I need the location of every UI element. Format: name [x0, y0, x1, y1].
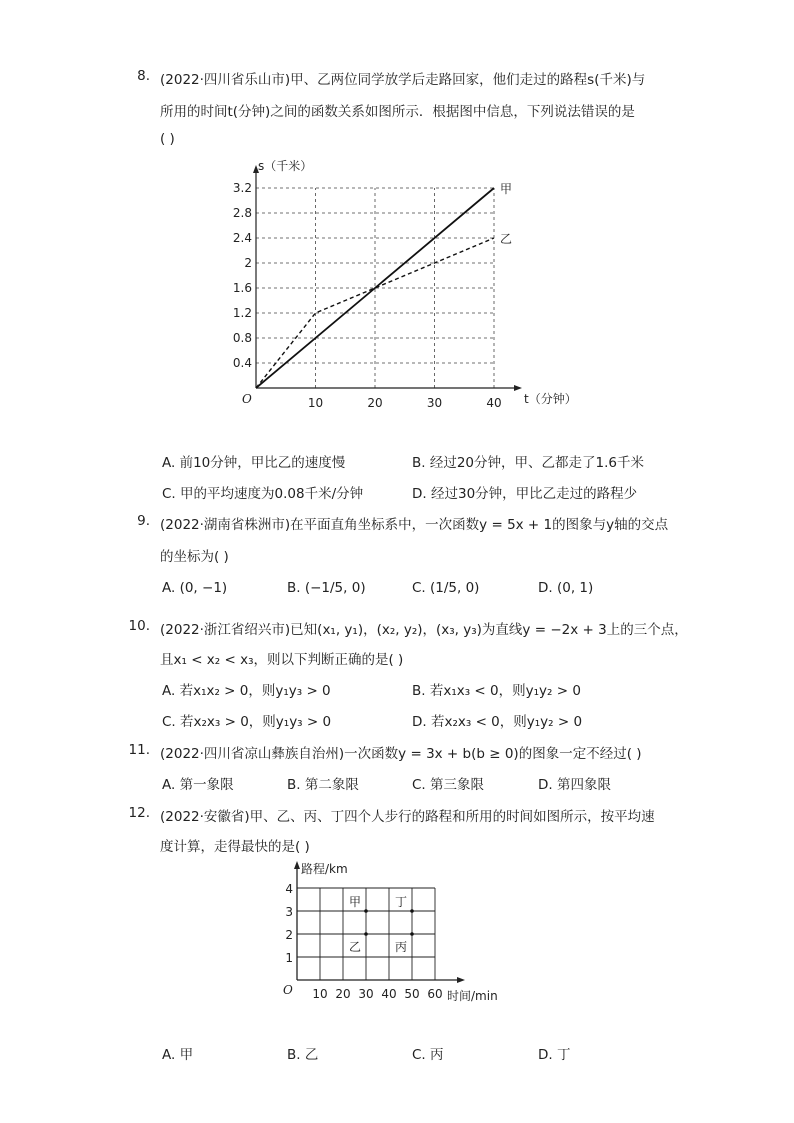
question-9-line2: 的坐标为( ) [160, 549, 229, 565]
x-tick-label-1: 20 [367, 396, 383, 410]
point-label-3: 丙 [394, 940, 408, 954]
series-label-1: 乙 [500, 232, 513, 246]
question-9-option-d[interactable]: D. (0, 1) [538, 580, 594, 596]
question-10-option-b[interactable]: B. 若x₁x₃ < 0，则y₁y₂ > 0 [412, 683, 581, 699]
question-11-line1: (2022·四川省凉山彝族自治州)一次函数y = 3x + b(b ≥ 0)的图象一定不经过( ) [160, 746, 642, 762]
y-tick-label-6: 2.8 [232, 206, 252, 220]
question-10-line2: 且x₁ < x₂ < x₃，则以下判断正确的是( ) [160, 652, 404, 668]
question-10-option-c[interactable]: C. 若x₂x₃ > 0，则y₁y₃ > 0 [162, 714, 332, 730]
question-10-option-d[interactable]: D. 若x₂x₃ < 0，则y₁y₂ > 0 [412, 714, 583, 730]
question-8-number: 8. [137, 68, 150, 84]
y-tick-label-7: 3.2 [232, 181, 252, 195]
x-axis-label: t（分钟） [524, 392, 577, 406]
question-11-option-d[interactable]: D. 第四象限 [538, 777, 611, 793]
x-tick-label-2: 30 [426, 396, 443, 410]
question-9-line1: (2022·湖南省株洲市)在平面直角坐标系中，一次函数y = 5x + 1的图象与y轴的交点 [160, 517, 669, 533]
x-tick-label-3: 40 [381, 987, 397, 1001]
question-9-option-b[interactable]: B. (−1/5, 0) [287, 580, 366, 596]
question-9-option-c[interactable]: C. (1/5, 0) [412, 580, 480, 596]
question-8-option-b[interactable]: B. 经过20分钟，甲、乙都走了1.6千米 [412, 455, 644, 471]
question-10-line1: (2022·浙江省绍兴市)已知(x₁, y₁)，(x₂, y₂)，(x₃, y₃)为直线y = −2x + 3上的三个点， [160, 622, 688, 638]
x-tick-label-1: 20 [335, 987, 351, 1001]
y-tick-label-0: 0.4 [232, 356, 252, 370]
question-12-option-b[interactable]: B. 乙 [287, 1047, 319, 1063]
y-tick-label-5: 2.4 [232, 231, 252, 245]
question-12-option-a[interactable]: A. 甲 [162, 1047, 194, 1063]
question-8-line2: 所用的时间t(分钟)之间的函数关系如图所示．根据图中信息，下列说法错误的是 [160, 104, 635, 120]
question-10-number: 10. [128, 618, 150, 634]
y-tick-label-4: 2 [244, 256, 252, 270]
y-axis-label: 路程/km [301, 862, 348, 876]
question-8-line3: ( ) [160, 131, 175, 147]
question-12-option-c[interactable]: C. 丙 [412, 1047, 444, 1063]
data-point-3 [410, 932, 414, 936]
y-tick-label-0: 1 [285, 951, 293, 965]
point-label-0: 甲 [348, 895, 362, 909]
question-11-option-c[interactable]: C. 第三象限 [412, 777, 485, 793]
question-8-line1: (2022·四川省乐山市)甲、乙两位同学放学后走路回家，他们走过的路程s(千米)与 [160, 72, 646, 88]
distance-time-line-chart [225, 155, 577, 415]
question-10-option-a[interactable]: A. 若x₁x₂ > 0，则y₁y₃ > 0 [162, 683, 331, 699]
x-tick-label-2: 30 [358, 987, 374, 1001]
data-point-1 [364, 932, 368, 936]
question-9-option-a[interactable]: A. (0, −1) [162, 580, 228, 596]
x-axis-arrow [457, 977, 465, 983]
point-label-2: 丁 [394, 895, 408, 909]
origin-label: O [283, 983, 293, 997]
question-12-number: 12. [128, 805, 150, 821]
x-tick-label-4: 50 [404, 987, 420, 1001]
question-8-option-c[interactable]: C. 甲的平均速度为0.08千米/分钟 [162, 486, 364, 502]
x-tick-label-0: 10 [312, 987, 328, 1001]
origin-label: O [242, 392, 252, 406]
y-tick-label-1: 0.8 [232, 331, 252, 345]
y-tick-label-3: 4 [285, 882, 293, 896]
x-axis-label: 时间/min [447, 989, 498, 1003]
data-point-2 [410, 909, 414, 913]
question-11-option-b[interactable]: B. 第二象限 [287, 777, 359, 793]
y-tick-label-2: 3 [285, 905, 293, 919]
x-tick-label-0: 10 [307, 396, 324, 410]
question-8-option-a[interactable]: A. 前10分钟，甲比乙的速度慢 [162, 455, 346, 471]
walkers-grid-chart [275, 855, 525, 1010]
question-12-line1: (2022·安徽省)甲、乙、丙、丁四个人步行的路程和所用的时间如图所示，按平均速 [160, 809, 655, 825]
y-tick-label-3: 1.6 [232, 281, 252, 295]
series-label-0: 甲 [500, 182, 513, 196]
y-axis-arrow [294, 861, 300, 869]
question-11-option-a[interactable]: A. 第一象限 [162, 777, 234, 793]
question-12-option-d[interactable]: D. 丁 [538, 1047, 571, 1063]
y-axis-label: s（千米） [258, 159, 313, 173]
y-tick-label-2: 1.2 [232, 306, 252, 320]
data-point-0 [364, 909, 368, 913]
y-tick-label-1: 2 [285, 928, 293, 942]
x-tick-label-5: 60 [427, 987, 443, 1001]
x-tick-label-3: 40 [486, 396, 502, 410]
x-axis-arrow [514, 385, 522, 391]
question-12-line2: 度计算，走得最快的是( ) [160, 839, 310, 855]
question-9-number: 9. [137, 513, 150, 529]
question-11-number: 11. [128, 742, 150, 758]
point-label-1: 乙 [348, 940, 362, 954]
question-8-option-d[interactable]: D. 经过30分钟，甲比乙走过的路程少 [412, 486, 638, 502]
